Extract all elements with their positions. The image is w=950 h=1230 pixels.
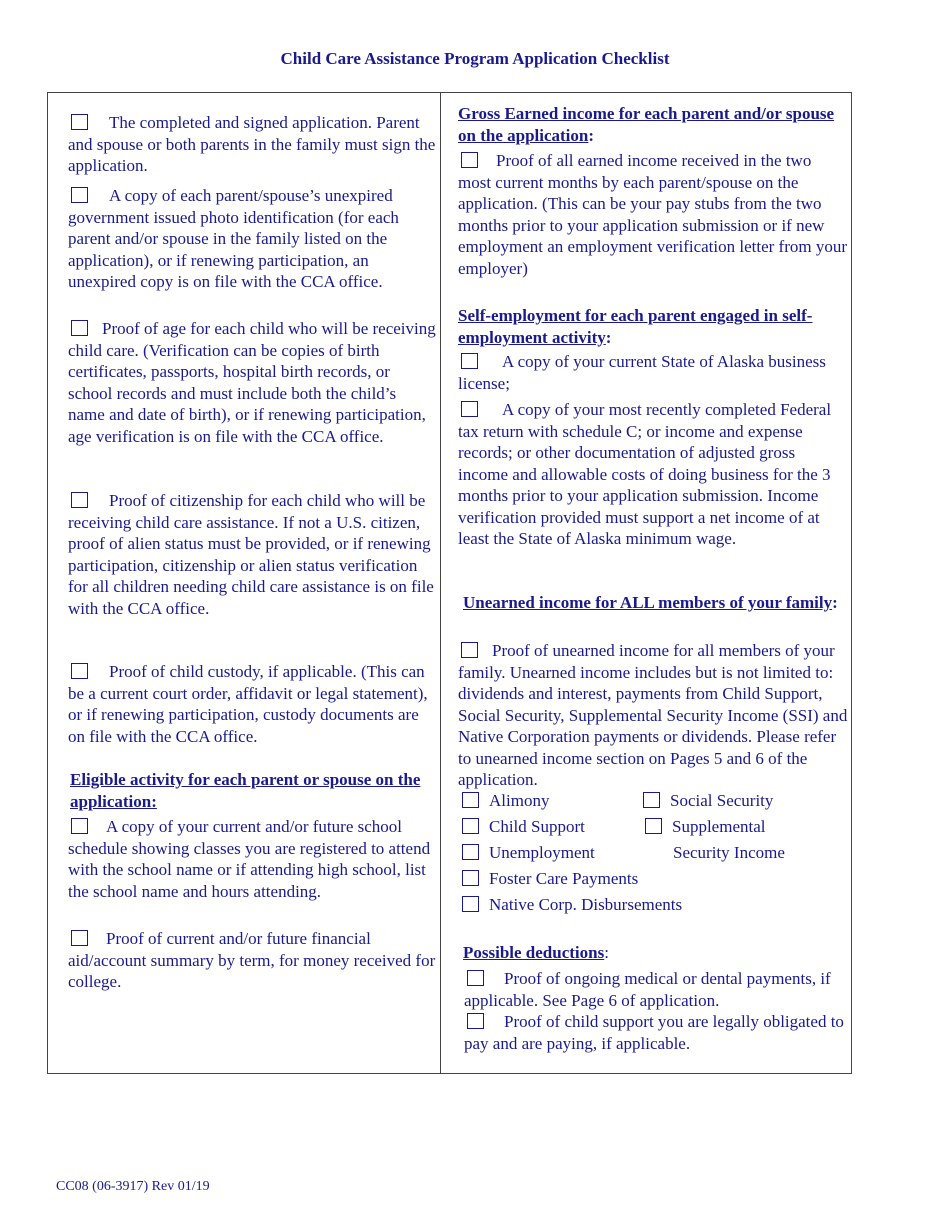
list-item bbox=[464, 968, 848, 1011]
item-text: Proof of child support you are legally obligated to pay and are paying, if applicable. bbox=[464, 1012, 844, 1053]
gross-income-heading bbox=[458, 103, 848, 146]
option-child-support[interactable] bbox=[458, 816, 585, 838]
option-unemployment[interactable] bbox=[458, 842, 595, 864]
checkbox[interactable] bbox=[71, 320, 88, 336]
checkbox[interactable] bbox=[462, 844, 479, 860]
checkbox[interactable] bbox=[462, 792, 479, 808]
item-text: A copy of your most recently completed Federal tax return with schedule C; or income and expense records; or other documentation of adjusted gross income and allowable costs of doing business for the 3 months prior to your application submission. Income verification provided must support a net income of at least the State of Alaska minimum wage. bbox=[458, 400, 832, 548]
item-text: Proof of citizenship for each child who will be receiving child care assistance. If not a U.S. citizen, proof of alien status must be provided, or if renewing participation, citizenship or alien status verification for all children needing child care assistance is on file with the CCA office. bbox=[68, 491, 434, 618]
list-item bbox=[68, 112, 436, 177]
checkbox[interactable] bbox=[71, 492, 88, 508]
option-label: Security Income bbox=[673, 843, 785, 862]
unearned-income-heading bbox=[463, 592, 853, 614]
option-label: Social Security bbox=[670, 791, 774, 810]
left-column bbox=[68, 93, 436, 1073]
checkbox[interactable] bbox=[461, 353, 478, 369]
option-label: Unemployment bbox=[489, 843, 595, 862]
list-item bbox=[458, 399, 848, 550]
heading-text: Gross Earned income for each parent and/or spouse on the application bbox=[458, 104, 835, 145]
form-number-footer: CC08 (06-3917) Rev 01/19 bbox=[56, 1179, 210, 1194]
column-divider bbox=[440, 93, 441, 1073]
checklist-table bbox=[47, 92, 852, 1074]
page-title: Child Care Assistance Program Application Checklist bbox=[280, 49, 670, 68]
checkbox[interactable] bbox=[467, 1013, 484, 1029]
checkbox[interactable] bbox=[462, 896, 479, 912]
heading-text: Possible deductions bbox=[463, 943, 605, 962]
list-item bbox=[68, 185, 436, 293]
option-native-corp[interactable] bbox=[458, 894, 682, 916]
deductions-heading bbox=[463, 942, 848, 964]
checkbox[interactable] bbox=[645, 818, 662, 834]
heading-suffix: : bbox=[588, 125, 595, 145]
option-label: Foster Care Payments bbox=[489, 869, 639, 888]
item-text: A copy of your current State of Alaska business license; bbox=[458, 352, 826, 393]
item-text: The completed and signed application. Parent and spouse or both parents in the family must sign the application. bbox=[68, 113, 436, 175]
list-item bbox=[68, 490, 436, 619]
checkbox[interactable] bbox=[643, 792, 660, 808]
checkbox[interactable] bbox=[71, 114, 88, 130]
list-item bbox=[464, 1011, 848, 1054]
item-text: Proof of all earned income received in the two most current months by each parent/spouse on the application. (This can be your pay stubs from the two months prior to your application submission or if new employment an employment verification letter from your employer) bbox=[458, 151, 847, 278]
list-item bbox=[68, 816, 436, 902]
option-supplemental[interactable] bbox=[641, 816, 765, 838]
checkbox[interactable] bbox=[461, 642, 478, 658]
item-text: Proof of child custody, if applicable. (This can be a current court order, affidavit or legal statement), or if renewing participation, custody documents are on file with the CCA office. bbox=[68, 662, 428, 746]
checkbox[interactable] bbox=[71, 663, 88, 679]
checkbox[interactable] bbox=[461, 401, 478, 417]
checkbox[interactable] bbox=[71, 818, 88, 834]
checkbox[interactable] bbox=[462, 818, 479, 834]
list-item bbox=[68, 318, 436, 447]
list-item bbox=[458, 351, 848, 394]
list-item bbox=[458, 640, 848, 791]
item-text: Proof of unearned income for all members of your family. Unearned income includes but is not limited to: dividends and interest, payments from Child Support, Social Security, Supplemental Security Income (SSI) and Native Corporation payments or dividends. Please refer to unearned income section on Pages 5 and 6 of the application. bbox=[458, 641, 848, 789]
option-alimony[interactable] bbox=[458, 790, 549, 812]
option-label: Alimony bbox=[489, 791, 550, 810]
option-label: Child Support bbox=[489, 817, 585, 836]
item-text: A copy of your current and/or future school schedule showing classes you are registered to attend with the school name or if attending high school, list the school name and hours attending. bbox=[68, 817, 431, 901]
item-text: Proof of current and/or future financial aid/account summary by term, for money received for college. bbox=[68, 929, 436, 991]
checkbox[interactable] bbox=[71, 930, 88, 946]
list-item bbox=[458, 150, 848, 279]
right-column bbox=[458, 93, 848, 1073]
option-social-security[interactable] bbox=[639, 790, 773, 812]
checkbox[interactable] bbox=[462, 870, 479, 886]
checkbox[interactable] bbox=[467, 970, 484, 986]
heading-suffix: : bbox=[604, 943, 609, 962]
heading-suffix: : bbox=[832, 593, 838, 612]
item-text: Proof of ongoing medical or dental payments, if applicable. See Page 6 of application. bbox=[464, 969, 831, 1010]
option-foster-care[interactable] bbox=[458, 868, 638, 890]
item-text: A copy of each parent/spouse’s unexpired government issued photo identification (for each parent and/or spouse in the family listed on the application), or if renewing participation, an unexpired copy is on file with the CCA office. bbox=[68, 186, 399, 291]
list-item bbox=[68, 928, 436, 993]
heading-text: Self-employment for each parent engaged in self- employment activity bbox=[458, 306, 813, 347]
heading-text: Unearned income for ALL members of your family bbox=[463, 593, 833, 612]
item-text: Proof of age for each child who will be receiving child care. (Verification can be copies of birth certificates, passports, hospital birth records, or school records and must include both the child’s name and date of birth), or if renewing participation, age verification is on file with the CCA office. bbox=[68, 319, 436, 446]
eligible-activity-heading: Eligible activity for each parent or spouse on the application: bbox=[70, 770, 421, 811]
option-security-income-label bbox=[673, 842, 785, 864]
heading-suffix: : bbox=[605, 327, 612, 347]
checkbox[interactable] bbox=[461, 152, 478, 168]
checkbox[interactable] bbox=[71, 187, 88, 203]
option-label: Supplemental bbox=[672, 817, 766, 836]
list-item bbox=[68, 661, 436, 747]
option-label: Native Corp. Disbursements bbox=[489, 895, 683, 914]
self-employment-heading bbox=[458, 305, 848, 348]
